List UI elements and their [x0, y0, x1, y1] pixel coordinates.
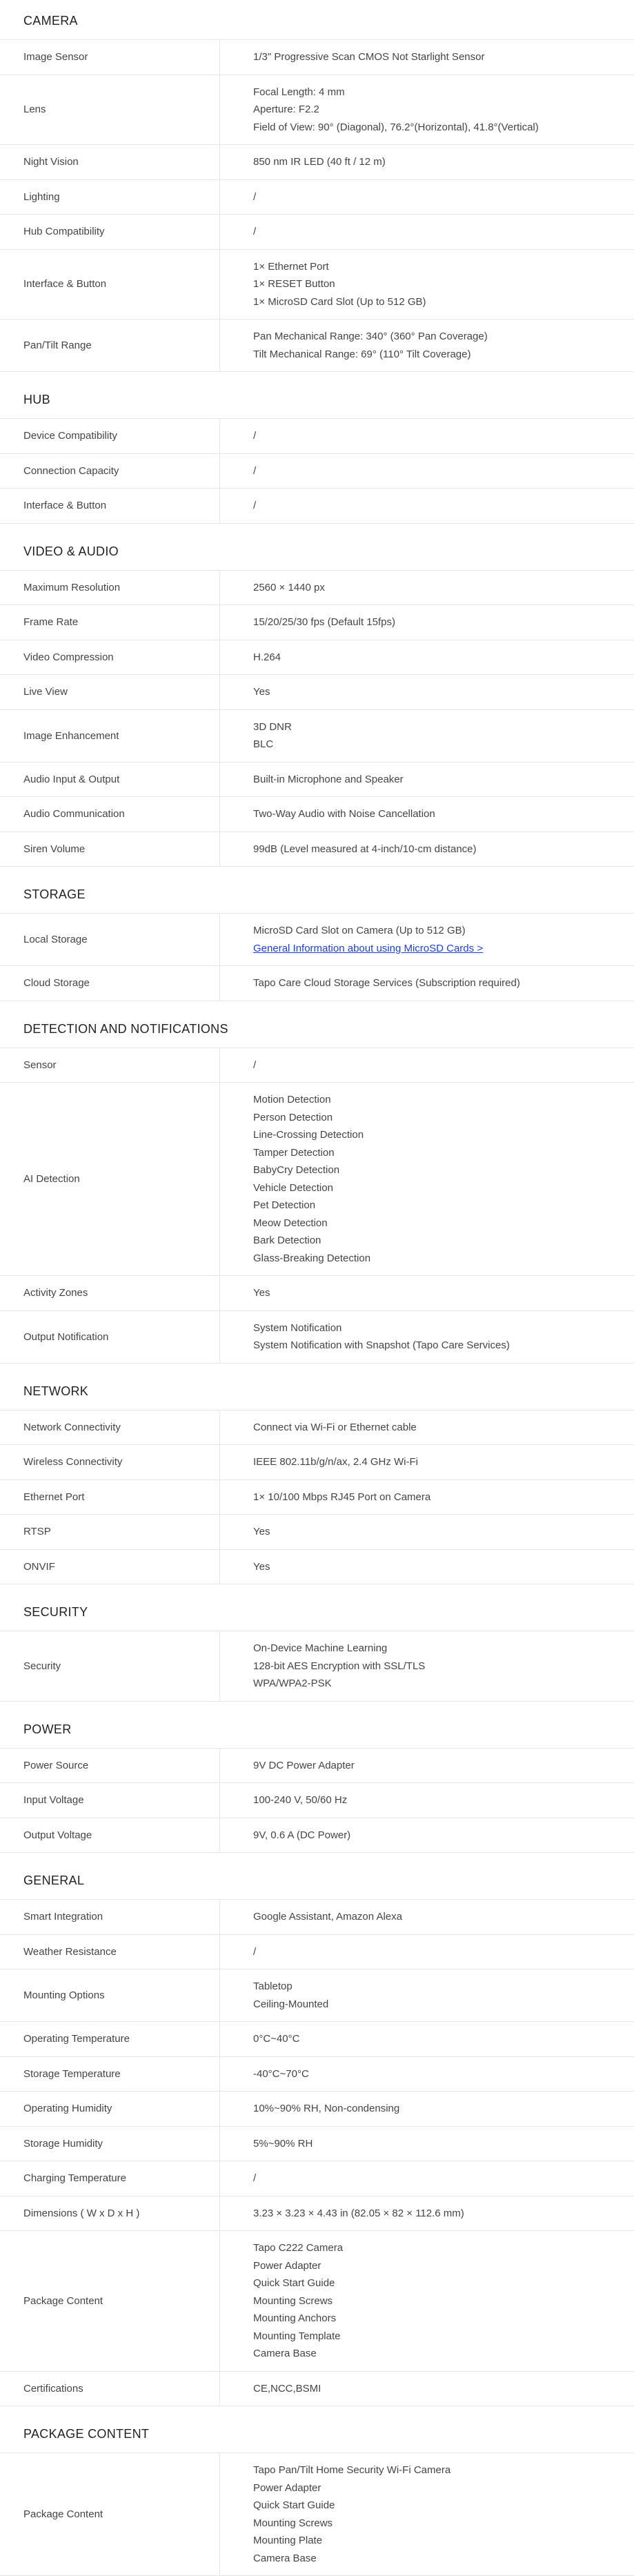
- spec-row-output-voltage: [0, 1818, 634, 1853]
- spec-label: Sensor: [0, 1048, 220, 1083]
- section-storage: [0, 867, 634, 1001]
- section-title: SECURITY: [23, 1605, 88, 1619]
- spec-value: [220, 832, 634, 867]
- spec-value-line: Power Adapter: [253, 2259, 321, 2272]
- spec-value-line: Person Detection: [253, 1111, 333, 1123]
- spec-row-lens: [0, 75, 634, 146]
- spec-table: [0, 39, 634, 372]
- spec-row-cloud-storage: [0, 966, 634, 1001]
- spec-row-dimensions-w-x-d-x-h: [0, 2196, 634, 2232]
- spec-value: [220, 797, 634, 832]
- spec-row-power-source: [0, 1749, 634, 1784]
- spec-value: [220, 2127, 634, 2161]
- spec-row-weather-resistance: [0, 1935, 634, 1970]
- spec-value-line: 3D DNR: [253, 720, 292, 733]
- spec-row-lighting: [0, 180, 634, 215]
- spec-label: Dimensions ( W x D x H ): [0, 2196, 220, 2231]
- spec-label: Output Voltage: [0, 1818, 220, 1853]
- section-package-content: [0, 2406, 634, 2576]
- spec-row-charging-temperature: [0, 2161, 634, 2196]
- spec-table: [0, 913, 634, 1001]
- spec-value-line: /: [253, 464, 257, 477]
- spec-row-package-content: [0, 2231, 634, 2372]
- spec-row-input-voltage: [0, 1783, 634, 1818]
- spec-value-line: BabyCry Detection: [253, 1164, 340, 1176]
- spec-table: [0, 418, 634, 524]
- spec-value: [220, 250, 634, 319]
- spec-value-line: MicroSD Card Slot on Camera (Up to 512 GB): [253, 925, 466, 936]
- spec-value-line: Tabletop: [253, 1980, 293, 1992]
- spec-value-line: Yes: [253, 686, 270, 698]
- spec-row-local-storage: [0, 914, 634, 966]
- spec-value: [220, 180, 634, 215]
- spec-table: [0, 1899, 634, 2406]
- spec-value-line: /: [253, 2172, 257, 2184]
- spec-value-line: /: [253, 226, 257, 237]
- spec-value-line: On-Device Machine Learning: [253, 1642, 388, 1654]
- spec-value-line: 1× MicroSD Card Slot (Up to 512 GB): [253, 295, 426, 308]
- spec-row-maximum-resolution: [0, 571, 634, 606]
- spec-table: [0, 1048, 634, 1364]
- spec-value: [220, 1935, 634, 1969]
- spec-row-sensor: [0, 1048, 634, 1083]
- spec-label: Smart Integration: [0, 1900, 220, 1934]
- spec-value: [220, 763, 634, 797]
- spec-value: [220, 40, 634, 75]
- spec-label: Audio Communication: [0, 797, 220, 832]
- spec-value-line: Focal Length: 4 mm: [253, 86, 345, 98]
- section-title: VIDEO & AUDIO: [23, 544, 119, 558]
- spec-row-image-enhancement: [0, 710, 634, 763]
- spec-value-line: Mounting Template: [253, 2330, 341, 2342]
- spec-value-line: Power Adapter: [253, 2481, 321, 2494]
- spec-value: [220, 1631, 634, 1701]
- spec-value: [220, 489, 634, 523]
- section-title: PACKAGE CONTENT: [23, 2427, 150, 2441]
- section-title: STORAGE: [23, 887, 86, 901]
- spec-table: [0, 1410, 634, 1585]
- spec-value: [220, 145, 634, 179]
- spec-row-mounting-options: [0, 1969, 634, 2022]
- spec-label: Output Notification: [0, 1311, 220, 1363]
- spec-value-line: /: [253, 1945, 257, 1958]
- spec-value-line: Aperture: F2.2: [253, 104, 319, 115]
- spec-label: Night Vision: [0, 145, 220, 179]
- spec-value: [220, 2022, 634, 2056]
- spec-value-line: 99dB (Level measured at 4-inch/10-cm distance): [253, 843, 477, 855]
- spec-value-line: Bark Detection: [253, 1235, 321, 1246]
- spec-value-line: Mounting Screws: [253, 2517, 333, 2529]
- spec-value-line: /: [253, 430, 257, 442]
- spec-value-line: 10%~90% RH, Non-condensing: [253, 2103, 400, 2114]
- spec-value-line: Tilt Mechanical Range: 69° (110° Tilt Coverage): [253, 348, 471, 360]
- spec-value-line: Mounting Plate: [253, 2535, 323, 2546]
- spec-label: Video Compression: [0, 640, 220, 675]
- spec-value-line: Quick Start Guide: [253, 2277, 335, 2289]
- spec-value-line: BLC: [253, 738, 274, 750]
- spec-label: Power Source: [0, 1749, 220, 1783]
- spec-label: Weather Resistance: [0, 1935, 220, 1969]
- spec-value-line: /: [253, 1059, 257, 1071]
- spec-value-line: Camera Base: [253, 2348, 317, 2359]
- spec-row-operating-humidity: [0, 2092, 634, 2127]
- spec-value-line: 2560 × 1440 px: [253, 581, 325, 593]
- spec-value-line: 1× 10/100 Mbps RJ45 Port on Camera: [253, 1491, 431, 1503]
- spec-value-line: Motion Detection: [253, 1094, 331, 1105]
- spec-value-line: Mounting Anchors: [253, 2312, 337, 2324]
- spec-value: [220, 1818, 634, 1853]
- spec-label: Activity Zones: [0, 1276, 220, 1310]
- spec-label: Pan/Tilt Range: [0, 319, 220, 371]
- spec-row-package-content: [0, 2453, 634, 2575]
- spec-row-audio-communication: [0, 797, 634, 832]
- spec-value: [220, 640, 634, 675]
- spec-label: Lens: [0, 75, 220, 145]
- spec-value-line: Glass-Breaking Detection: [253, 1252, 371, 1264]
- spec-row-live-view: [0, 675, 634, 710]
- section-security: [0, 1584, 634, 1702]
- spec-value: [220, 215, 634, 249]
- spec-value-line: Google Assistant, Amazon Alexa: [253, 1911, 402, 1923]
- spec-label: Ethernet Port: [0, 1480, 220, 1515]
- spec-row-hub-compatibility: [0, 215, 634, 250]
- section-title: GENERAL: [23, 1874, 85, 1887]
- section-network: [0, 1364, 634, 1585]
- spec-label: Wireless Connectivity: [0, 1445, 220, 1479]
- spec-label: Interface & Button: [0, 250, 220, 319]
- spec-label: Package Content: [0, 2231, 220, 2371]
- spec-value-line: Tapo Pan/Tilt Home Security Wi-Fi Camera: [253, 2464, 451, 2476]
- section-general: [0, 1853, 634, 2406]
- spec-value: [220, 454, 634, 489]
- spec-row-wireless-connectivity: [0, 1445, 634, 1480]
- spec-value: [220, 605, 634, 640]
- spec-value: [220, 1048, 634, 1083]
- section-title: NETWORK: [23, 1384, 89, 1398]
- spec-row-smart-integration: [0, 1900, 634, 1935]
- spec-label: AI Detection: [0, 1083, 220, 1275]
- spec-value-line: System Notification with Snapshot (Tapo Care Services): [253, 1339, 510, 1351]
- spec-row-pan-tilt-range: [0, 319, 634, 371]
- spec-value-line: Tapo C222 Camera: [253, 2242, 344, 2254]
- spec-label: Image Enhancement: [0, 710, 220, 762]
- spec-value: [220, 2231, 634, 2371]
- spec-value: [220, 1969, 634, 2021]
- spec-value: [220, 2161, 634, 2196]
- section-title: HUB: [23, 393, 50, 406]
- spec-value: [220, 2453, 634, 2575]
- spec-label: Certifications: [0, 2372, 220, 2406]
- section-title: DETECTION AND NOTIFICATIONS: [23, 1021, 228, 1036]
- spec-row-interface-button: [0, 489, 634, 523]
- spec-value: [220, 75, 634, 145]
- spec-label: Image Sensor: [0, 40, 220, 75]
- spec-value-line: -40°C~70°C: [253, 2067, 309, 2080]
- spec-row-storage-humidity: [0, 2127, 634, 2162]
- spec-label: Frame Rate: [0, 605, 220, 640]
- spec-value-line: Vehicle Detection: [253, 1181, 333, 1194]
- spec-value: [220, 710, 634, 762]
- spec-value: [220, 1550, 634, 1584]
- spec-row-network-connectivity: [0, 1410, 634, 1446]
- spec-label: Security: [0, 1631, 220, 1701]
- spec-row-output-notification: [0, 1311, 634, 1363]
- spec-value-line: 1× RESET Button: [253, 278, 335, 290]
- microsd-info-link[interactable]: General Information about using MicroSD Cards >: [253, 942, 484, 954]
- spec-value-line: 3.23 × 3.23 × 4.43 in (82.05 × 82 × 112.6 mm): [253, 2207, 464, 2219]
- spec-value-line: H.264: [253, 651, 281, 663]
- section-title: CAMERA: [23, 14, 78, 28]
- spec-row-certifications: [0, 2372, 634, 2406]
- spec-value: [220, 1410, 634, 1445]
- spec-value: [220, 1783, 634, 1818]
- spec-label: Hub Compatibility: [0, 215, 220, 249]
- spec-table: [0, 2452, 634, 2576]
- spec-value-line: Yes: [253, 1560, 270, 1573]
- spec-row-frame-rate: [0, 605, 634, 640]
- spec-label: Device Compatibility: [0, 419, 220, 453]
- spec-label: Local Storage: [0, 914, 220, 965]
- spec-row-image-sensor: [0, 40, 634, 75]
- spec-value: [220, 1083, 634, 1275]
- spec-value-line: Meow Detection: [253, 1217, 328, 1229]
- spec-label: Live View: [0, 675, 220, 709]
- spec-label: RTSP: [0, 1515, 220, 1549]
- spec-value-line: Field of View: 90° (Diagonal), 76.2°(Horizontal), 41.8°(Vertical): [253, 121, 539, 133]
- spec-row-ai-detection: [0, 1083, 634, 1276]
- spec-value-line: Quick Start Guide: [253, 2499, 335, 2511]
- spec-row-storage-temperature: [0, 2057, 634, 2092]
- spec-value-line: IEEE 802.11b/g/n/ax, 2.4 GHz Wi-Fi: [253, 1456, 418, 1468]
- spec-label: Storage Humidity: [0, 2127, 220, 2161]
- section-video-audio: [0, 524, 634, 867]
- spec-label: Package Content: [0, 2453, 220, 2575]
- section-camera: [0, 0, 634, 372]
- spec-table: [0, 570, 634, 867]
- spec-value-line: Mounting Screws: [253, 2294, 333, 2307]
- spec-row-onvif: [0, 1550, 634, 1584]
- spec-value: [220, 1311, 634, 1363]
- spec-row-security: [0, 1631, 634, 1701]
- spec-row-connection-capacity: [0, 454, 634, 489]
- spec-value-line: Connect via Wi-Fi or Ethernet cable: [253, 1421, 417, 1433]
- spec-label: Storage Temperature: [0, 2057, 220, 2092]
- spec-label: ONVIF: [0, 1550, 220, 1584]
- spec-value: [220, 1445, 634, 1479]
- spec-value-line: Pan Mechanical Range: 340° (360° Pan Coverage): [253, 331, 488, 342]
- spec-value-line: 128-bit AES Encryption with SSL/TLS: [253, 1660, 426, 1672]
- spec-value-line: Tamper Detection: [253, 1146, 335, 1159]
- spec-value: [220, 914, 634, 965]
- spec-value-line: 100-240 V, 50/60 Hz: [253, 1794, 348, 1806]
- spec-value: [220, 2092, 634, 2126]
- spec-value: [220, 1749, 634, 1783]
- spec-value-line: Yes: [253, 1287, 270, 1299]
- spec-row-audio-input-output: [0, 763, 634, 798]
- spec-label: Network Connectivity: [0, 1410, 220, 1445]
- spec-label: Charging Temperature: [0, 2161, 220, 2196]
- spec-value-line: CE,NCC,BSMI: [253, 2382, 321, 2395]
- spec-row-siren-volume: [0, 832, 634, 867]
- spec-row-device-compatibility: [0, 419, 634, 454]
- spec-value-line: /: [253, 190, 257, 203]
- spec-value-line: Line-Crossing Detection: [253, 1129, 364, 1141]
- spec-label: Operating Humidity: [0, 2092, 220, 2126]
- spec-label: Connection Capacity: [0, 454, 220, 489]
- spec-value-line: 850 nm IR LED (40 ft / 12 m): [253, 156, 386, 168]
- spec-value: [220, 2057, 634, 2092]
- spec-value: [220, 2372, 634, 2406]
- spec-value-line: Tapo Care Cloud Storage Services (Subscription required): [253, 977, 520, 989]
- spec-value-line: 15/20/25/30 fps (Default 15fps): [253, 616, 395, 628]
- spec-value: [220, 319, 634, 371]
- spec-row-interface-button: [0, 250, 634, 320]
- section-title: POWER: [23, 1722, 72, 1736]
- spec-value: [220, 675, 634, 709]
- spec-value-line: 9V DC Power Adapter: [253, 1759, 355, 1771]
- spec-table: [0, 1748, 634, 1854]
- spec-row-activity-zones: [0, 1276, 634, 1311]
- spec-label: Cloud Storage: [0, 966, 220, 1001]
- spec-row-night-vision: [0, 145, 634, 180]
- spec-value: [220, 966, 634, 1001]
- spec-label: Mounting Options: [0, 1969, 220, 2021]
- spec-label: Siren Volume: [0, 832, 220, 867]
- spec-label: Input Voltage: [0, 1783, 220, 1818]
- spec-value: [220, 2196, 634, 2231]
- spec-value: [220, 1900, 634, 1934]
- spec-value: [220, 571, 634, 605]
- spec-value-line: Built-in Microphone and Speaker: [253, 773, 404, 785]
- spec-value-line: Pet Detection: [253, 1199, 316, 1211]
- section-detection-and-notifications: [0, 1001, 634, 1364]
- spec-value: [220, 1276, 634, 1310]
- spec-value-line: 1/3" Progressive Scan CMOS Not Starlight Sensor: [253, 51, 485, 63]
- spec-value-line: 9V, 0.6 A (DC Power): [253, 1829, 351, 1841]
- spec-value: [220, 419, 634, 453]
- section-power: [0, 1702, 634, 1854]
- spec-value-line: /: [253, 500, 257, 511]
- spec-table: [0, 1631, 634, 1702]
- spec-value-line: 5%~90% RH: [253, 2137, 313, 2150]
- spec-label: Lighting: [0, 180, 220, 215]
- spec-value-line: WPA/WPA2-PSK: [253, 1678, 332, 1689]
- spec-row-rtsp: [0, 1515, 634, 1550]
- spec-row-operating-temperature: [0, 2022, 634, 2057]
- spec-value-line: Ceiling-Mounted: [253, 1998, 329, 2010]
- spec-value-line: System Notification: [253, 1321, 342, 1334]
- spec-label: Interface & Button: [0, 489, 220, 523]
- spec-label: Audio Input & Output: [0, 763, 220, 797]
- spec-value-line: 0°C~40°C: [253, 2033, 300, 2045]
- spec-value: [220, 1480, 634, 1515]
- spec-value: [220, 1515, 634, 1549]
- spec-value-line: Camera Base: [253, 2552, 317, 2564]
- spec-row-video-compression: [0, 640, 634, 676]
- spec-label: Operating Temperature: [0, 2022, 220, 2056]
- spec-row-ethernet-port: [0, 1480, 634, 1515]
- spec-value-line: Two-Way Audio with Noise Cancellation: [253, 808, 435, 820]
- spec-label: Maximum Resolution: [0, 571, 220, 605]
- spec-value-line: 1× Ethernet Port: [253, 260, 329, 273]
- spec-value-line: Yes: [253, 1526, 270, 1537]
- section-hub: [0, 372, 634, 524]
